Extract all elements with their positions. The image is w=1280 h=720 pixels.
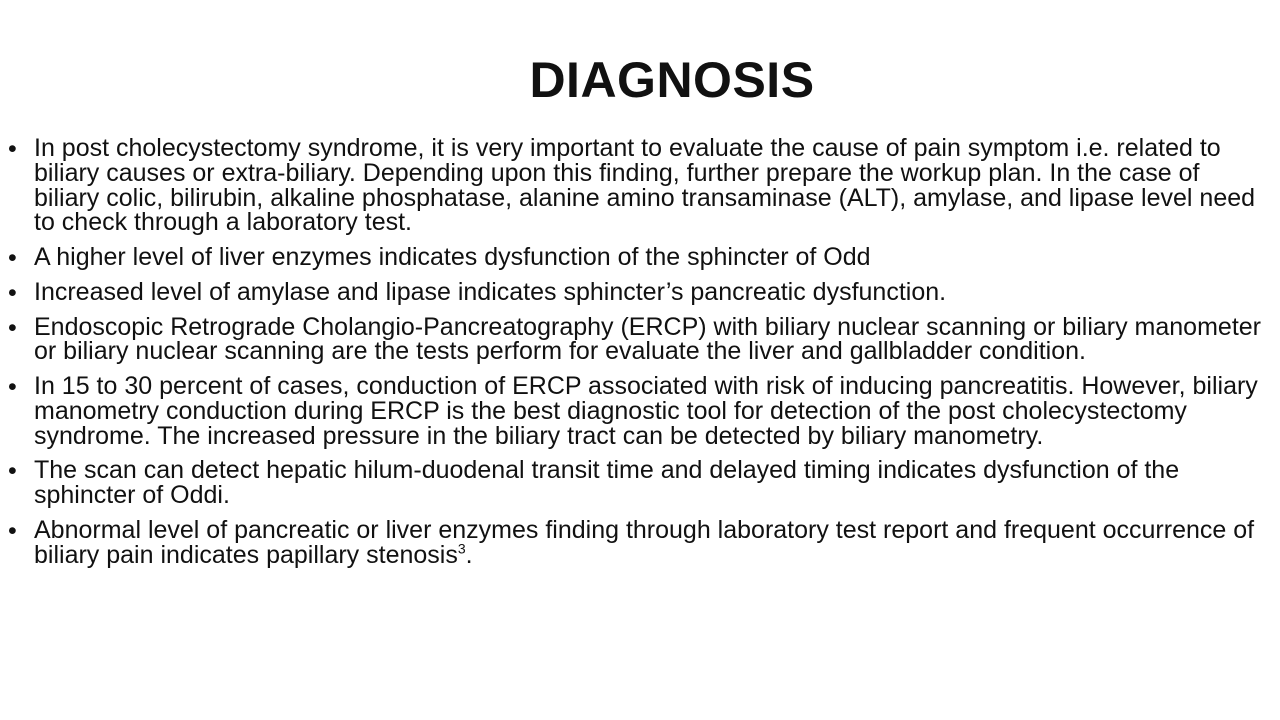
bullet-point-icon: • (8, 278, 17, 307)
bullet-text: In 15 to 30 percent of cases, conduction of ERCP associated with risk of inducing pancreatitis. However, biliary manometry conduction during ERCP is the best diagnostic tool for detection of the post cholecystectomy syndrome. The increased pressure in the biliary tract can be detected by biliary manometry. (34, 372, 1258, 450)
bullet-text-suffix: . (465, 540, 473, 569)
bullet-text: The scan can detect hepatic hilum-duodenal transit time and delayed timing indicates dysfunction of the sphincter of Oddi. (34, 456, 1180, 509)
bullet-text: A higher level of liver enzymes indicates dysfunction of the sphincter of Odd (34, 243, 871, 271)
bullet-point-icon: • (8, 135, 17, 163)
bullet-point-icon: • (8, 373, 17, 401)
bullet-text: Endoscopic Retrograde Cholangio-Pancreatography (ERCP) with biliary nuclear scanning or biliary manometer or biliary nuclear scanning are the tests perform for evaluate the liver and gallbladder condition. (34, 312, 1261, 366)
bullet-item (8, 312, 1270, 366)
bullet-item (8, 245, 1270, 270)
bullet-point-icon: • (8, 516, 17, 545)
bullet-list (8, 136, 1270, 577)
bullet-item (8, 458, 1270, 508)
bullet-item (8, 374, 1270, 448)
citation-superscript: 3 (457, 540, 466, 557)
bullet-point-icon: • (8, 313, 17, 342)
bullet-point-icon: • (8, 457, 17, 486)
bullet-text: In post cholecystectomy syndrome, it is very important to evaluate the cause of pain symptom i.e. related to biliary causes or extra-biliary. Depending upon this finding, further prepare the workup plan. In the case of biliary colic, bilirubin, alkaline phosphatase, alanine amino transaminase (ALT), amylase, and lipase level need to check through a laboratory test. (34, 134, 1256, 237)
bullet-point-icon: • (8, 244, 17, 272)
slide-title: DIAGNOSIS (529, 52, 815, 108)
bullet-item (8, 277, 1270, 307)
bullet-item (8, 515, 1270, 569)
bullet-item (8, 136, 1270, 235)
bullet-text: Increased level of amylase and lipase indicates sphincter’s pancreatic dysfunction. (34, 277, 947, 306)
bullet-text: Abnormal level of pancreatic or liver enzymes finding through laboratory test report and frequent occurrence of biliary pain indicates papillary stenosis (34, 515, 1255, 569)
